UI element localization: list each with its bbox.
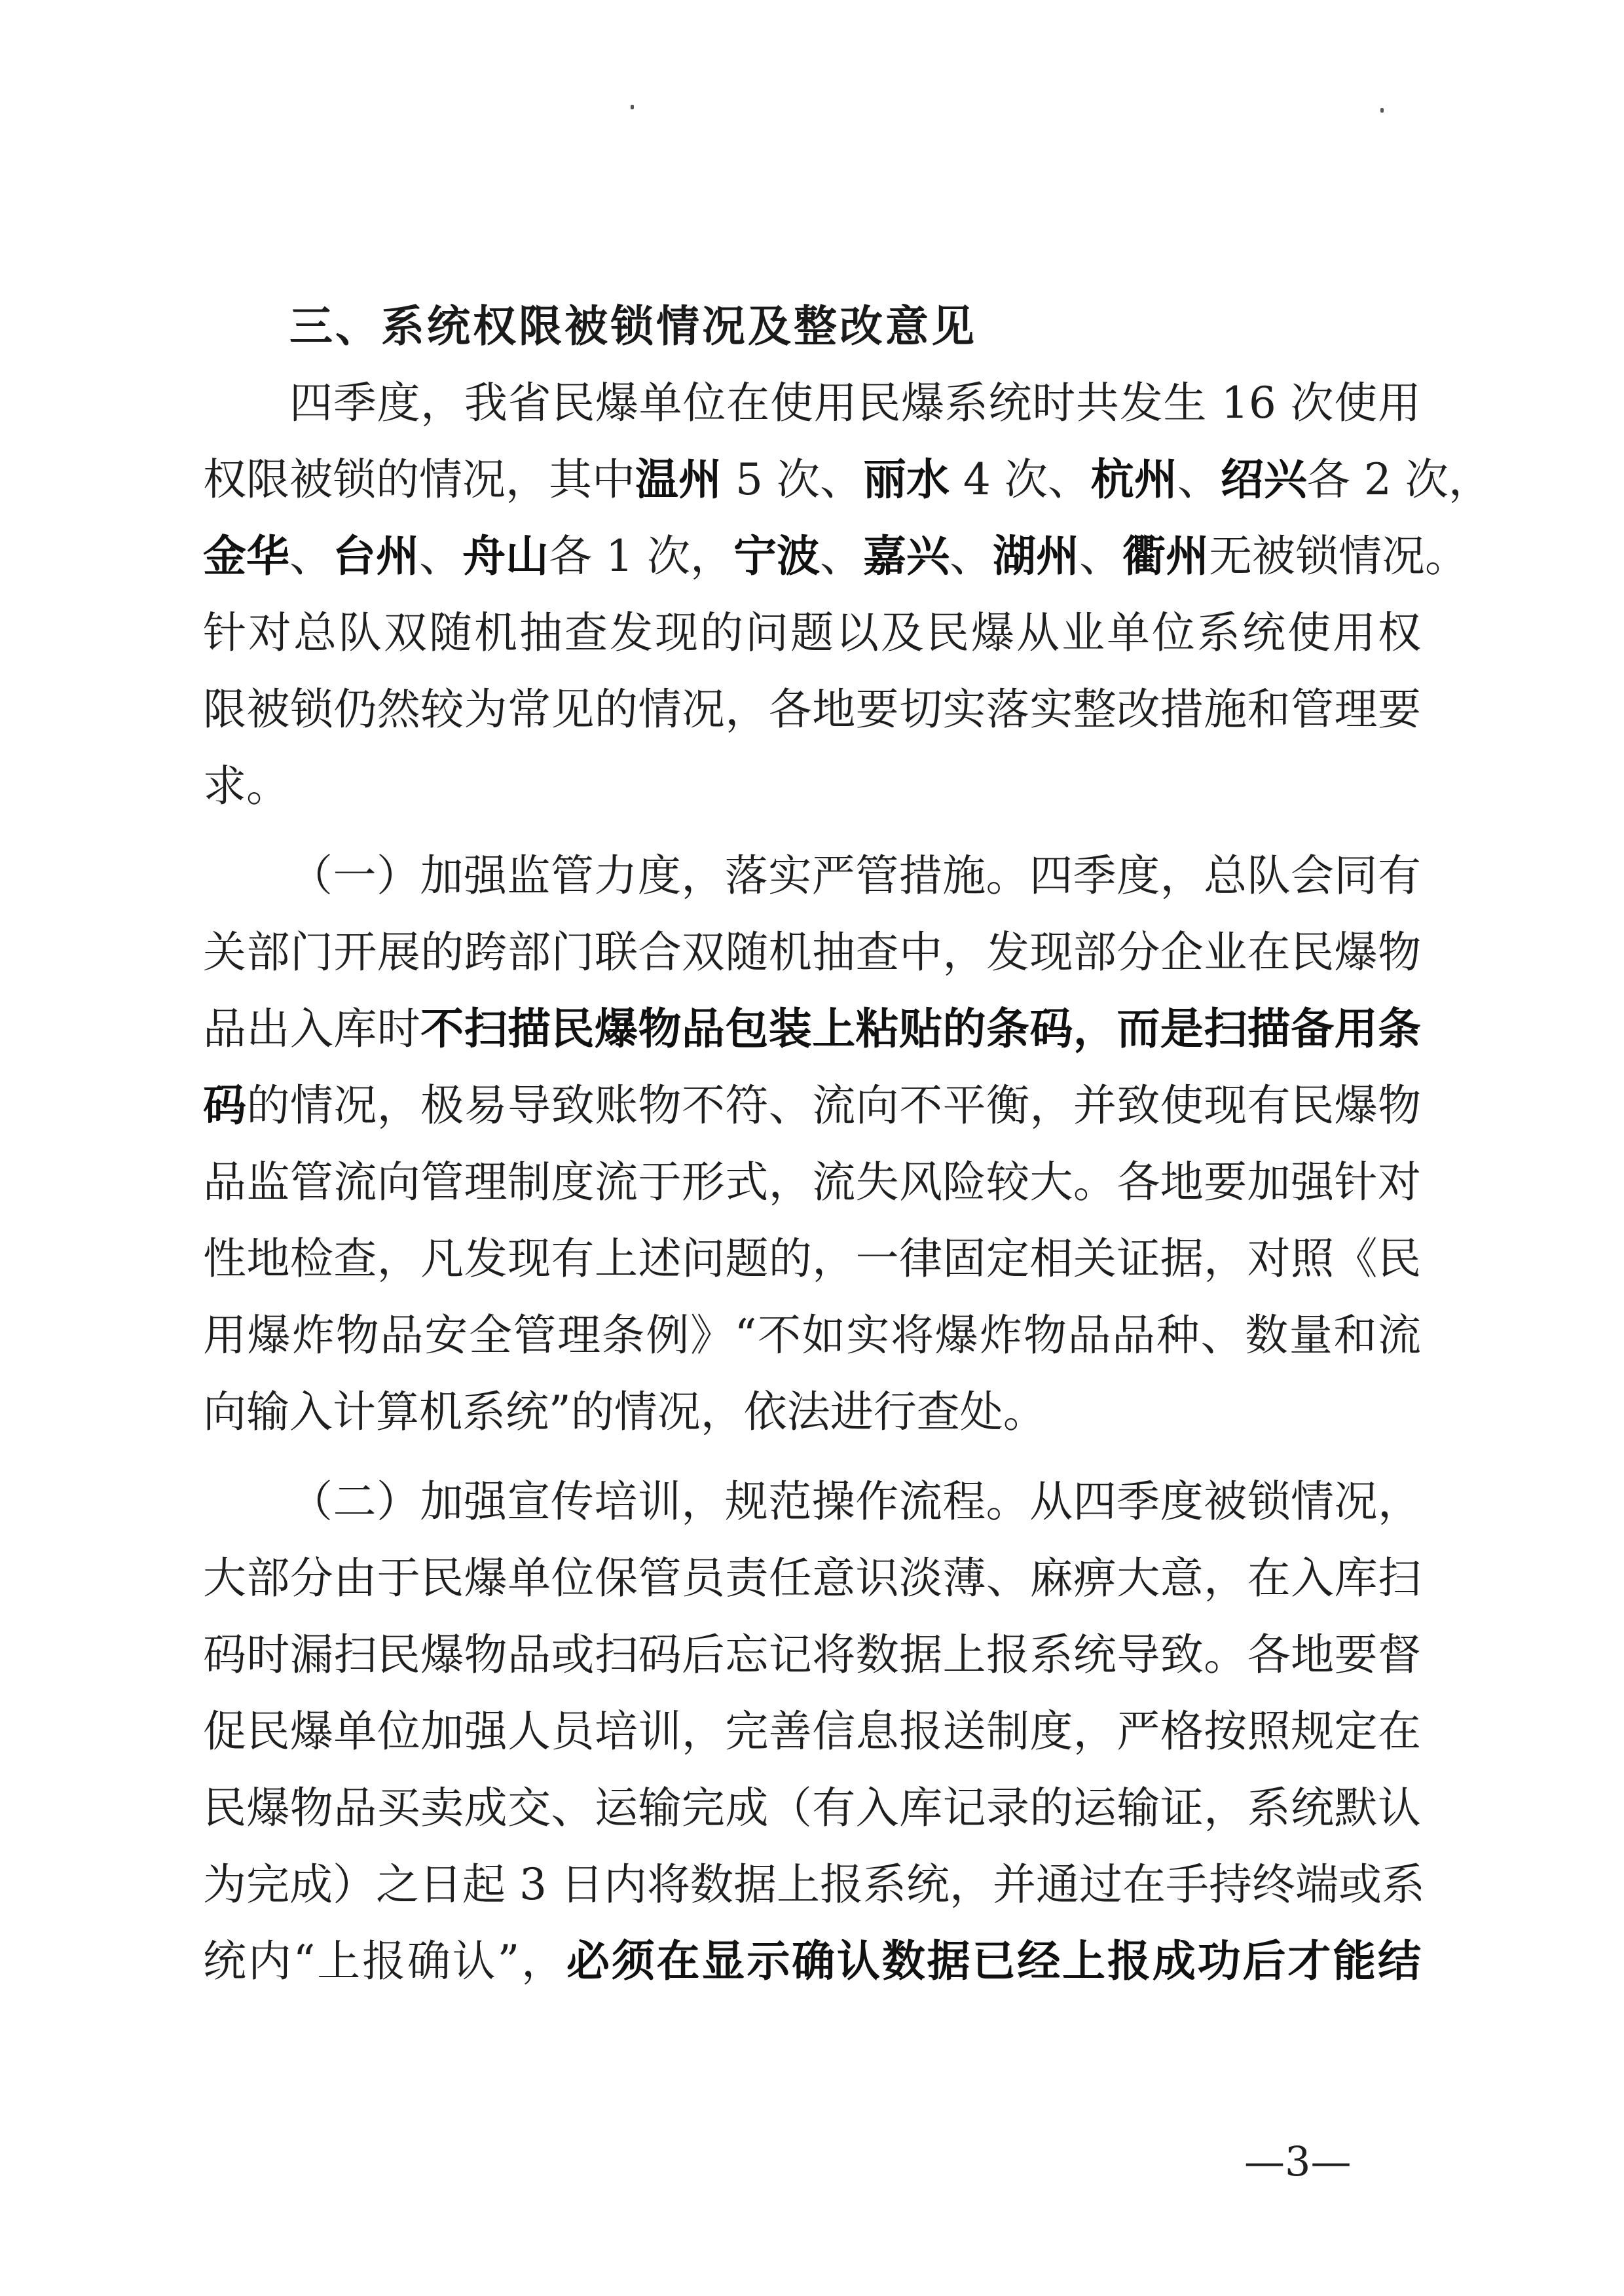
page-number: —3— bbox=[1244, 2138, 1352, 2185]
city-name: 舟山 bbox=[462, 531, 549, 581]
text-line: （二）加强宣传培训，规范操作流程。从四季度被锁情况， bbox=[289, 1476, 1422, 1527]
subheading: （二）加强宣传培训，规范操作流程。 bbox=[289, 1476, 1030, 1527]
text-line: 向输入计算机系统”的情况，依法进行查处。 bbox=[203, 1387, 1046, 1437]
text-line: 品监管流向管理制度流于形式，流失风险较大。各地要加强针对 bbox=[203, 1157, 1421, 1207]
text-line: 统内“上报确认”，必须在显示确认数据已经上报成功后才能结 bbox=[203, 1936, 1422, 1986]
city-name: 台州 bbox=[333, 531, 419, 581]
paragraph-item-2 bbox=[203, 1463, 1425, 1999]
text-line: 民爆物品买卖成交、运输完成（有入库记录的运输证，系统默认 bbox=[203, 1783, 1421, 1833]
text-line: 针对总队双随机抽查发现的问题以及民爆从业单位系统使用权 bbox=[203, 608, 1421, 658]
city-name: 嘉兴 bbox=[862, 531, 950, 581]
scan-speck bbox=[631, 105, 634, 109]
text-line: 限被锁仍然较为常见的情况，各地要切实落实整改措施和管理要 bbox=[203, 684, 1421, 735]
scan-speck bbox=[1380, 108, 1384, 113]
city-name: 绍兴 bbox=[1220, 454, 1307, 505]
paragraph-intro bbox=[203, 365, 1492, 824]
paragraph-item-1 bbox=[203, 837, 1421, 1450]
city-name: 衢州 bbox=[1122, 531, 1209, 581]
text-line: 性地检查，凡发现有上述问题的，一律固定相关证据，对照《民 bbox=[203, 1233, 1421, 1284]
emphasis-text: 不扫描民爆物品包装上粘贴的条码，而是扫描备用条 bbox=[420, 1004, 1422, 1054]
text-line: 求。 bbox=[203, 761, 289, 811]
section-heading: 三、系统权限被锁情况及整改意见 bbox=[289, 301, 977, 352]
text-line: 权限被锁的情况，其中温州 5 次、丽水 4 次、杭州、绍兴各 2 次， bbox=[203, 454, 1492, 505]
text-line: 品出入库时不扫描民爆物品包装上粘贴的条码，而是扫描备用条 bbox=[203, 1004, 1422, 1054]
city-name: 湖州 bbox=[992, 531, 1079, 581]
text-line: 用爆炸物品安全管理条例》“不如实将爆炸物品品种、数量和流 bbox=[203, 1310, 1421, 1360]
city-name: 杭州 bbox=[1090, 454, 1177, 505]
emphasis-text: 必须在显示确认数据已经上报成功后才能结 bbox=[566, 1936, 1422, 1986]
city-name: 丽水 bbox=[862, 454, 950, 505]
text-line: 大部分由于民爆单位保管员责任意识淡薄、麻痹大意，在入库扫 bbox=[203, 1553, 1421, 1603]
subheading: （一）加强监管力度，落实严管措施。 bbox=[289, 850, 1030, 901]
emphasis-text: 码 bbox=[203, 1080, 247, 1131]
text-line: 码的情况，极易导致账物不符、流向不平衡，并致使现有民爆物 bbox=[203, 1080, 1422, 1131]
text-line: 金华、台州、舟山各 1 次，宁波、嘉兴、湖州、衢州无被锁情况。 bbox=[203, 531, 1468, 581]
city-name: 宁波 bbox=[733, 531, 820, 581]
city-name: 温州 bbox=[635, 454, 722, 505]
city-name: 金华 bbox=[203, 531, 289, 581]
text-line: 四季度，我省民爆单位在使用民爆系统时共发生 16 次使用 bbox=[289, 378, 1421, 428]
text-line: 促民爆单位加强人员培训，完善信息报送制度，严格按照规定在 bbox=[203, 1706, 1421, 1757]
text-line: 关部门开展的跨部门联合双随机抽查中，发现部分企业在民爆物 bbox=[203, 927, 1421, 977]
text-line: 为完成）之日起 3 日内将数据上报系统，并通过在手持终端或系 bbox=[203, 1859, 1425, 1910]
document-body bbox=[203, 288, 1492, 1999]
text-line: 码时漏扫民爆物品或扫码后忘记将数据上报系统导致。各地要督 bbox=[203, 1630, 1421, 1680]
text-line: （一）加强监管力度，落实严管措施。四季度，总队会同有 bbox=[289, 850, 1422, 901]
